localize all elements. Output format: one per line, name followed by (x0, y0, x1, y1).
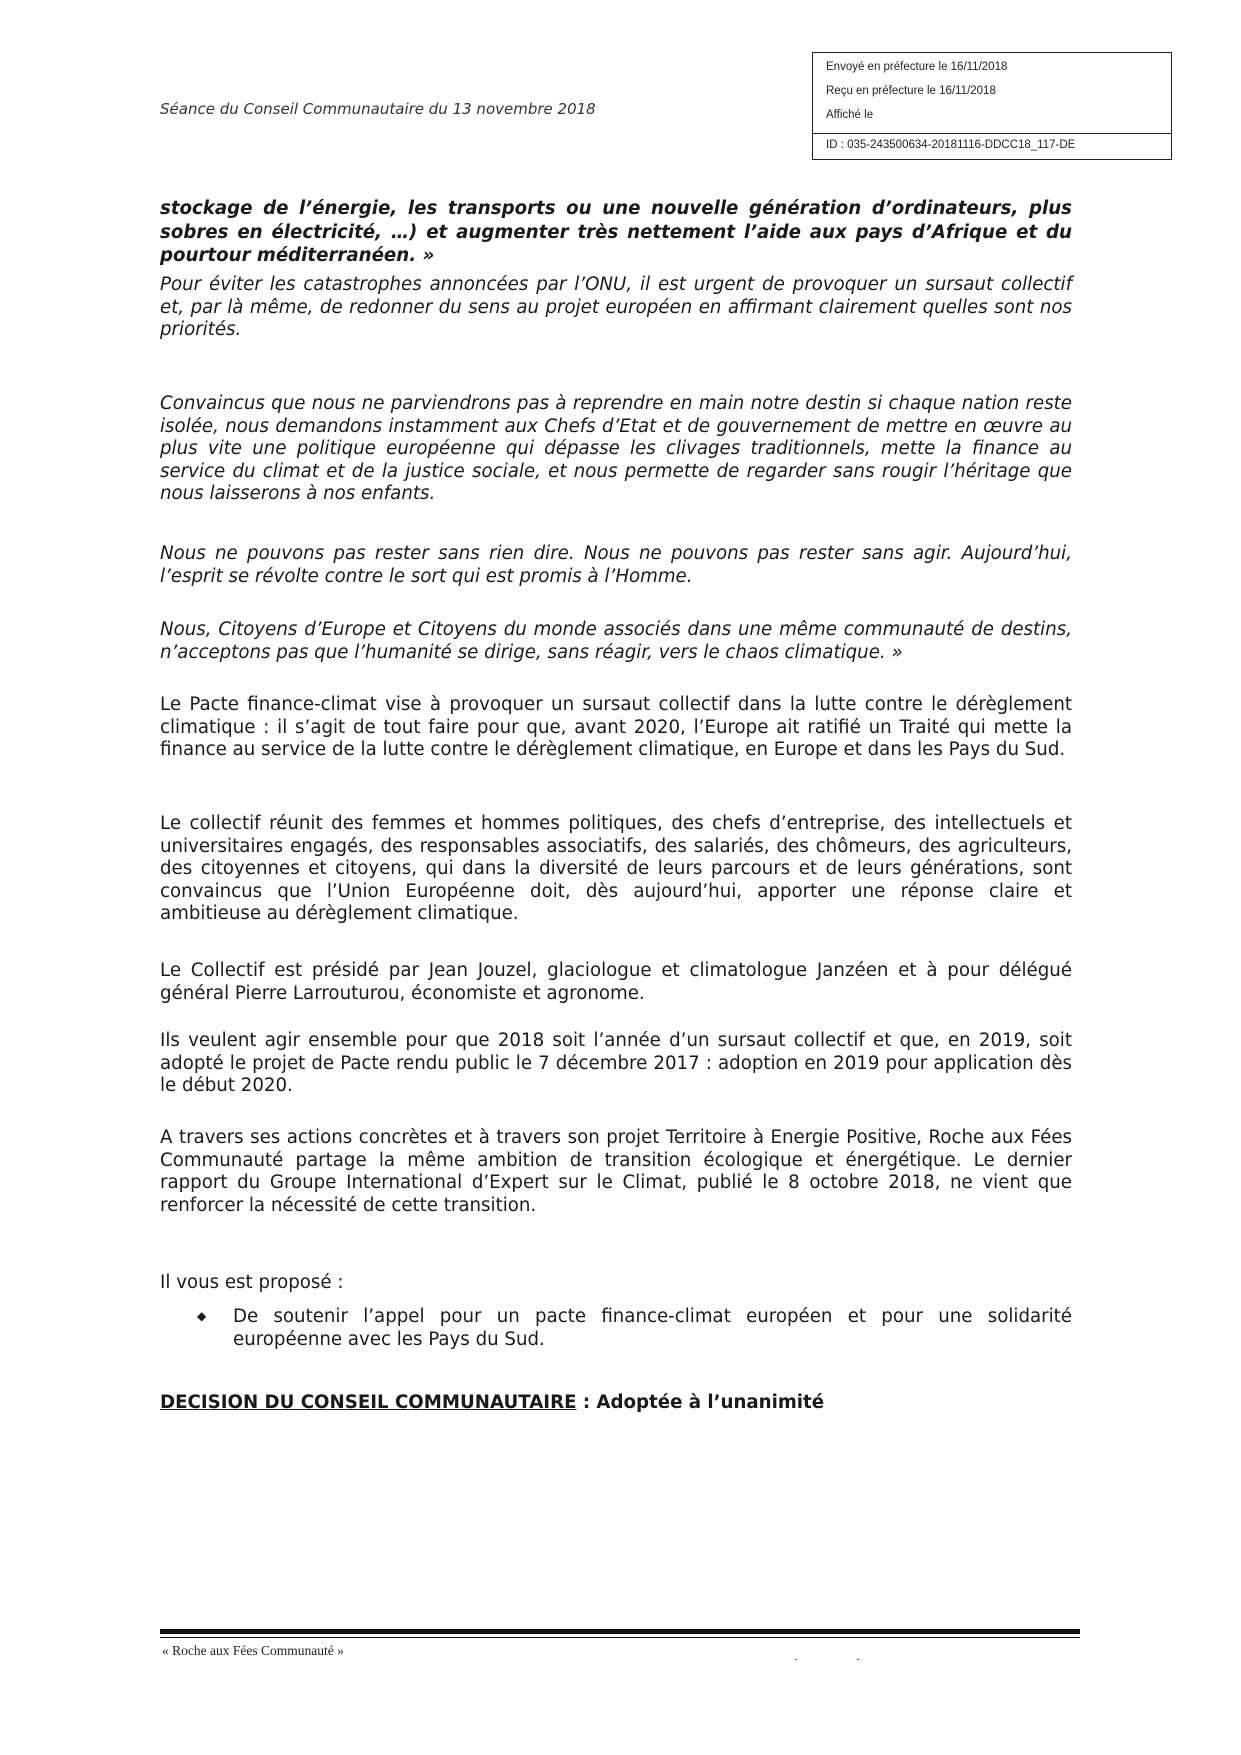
paragraph-8: Ils veulent agir ensemble pour que 2018 soit l’année d’un sursaut collectif et que, en 2019, soit adopté le projet de Pacte rendu public le 7 décembre 2017 : adoption en 2019 pour application dès le début 2020. (160, 1030, 1072, 1096)
decision-label: DECISION DU CONSEIL COMMUNAUTAIRE (160, 1392, 577, 1413)
proposal-text: De soutenir l’appel pour un pacte finance-climat européen et pour une solidarité européenne avec les Pays du Sud. (233, 1306, 1072, 1350)
scan-speck (795, 1659, 797, 1660)
stamp-id: ID : 035-243500634-20181116-DDCC18_117-DE (826, 139, 1076, 151)
paragraph-4: Nous, Citoyens d’Europe et Citoyens du monde associés dans une même communauté de destins, n’acceptons pas que l’humanité se dirige, sans réagir, vers le chaos climatique. » (160, 619, 1072, 663)
proposal-list-item (197, 1306, 1072, 1351)
stamp-divider (813, 133, 1171, 134)
paragraph-7: Le Collectif est présidé par Jean Jouzel, glaciologue et climatologue Janzéen et à pour délégué général Pierre Larrouturou, économiste et agronome. (160, 960, 1072, 1004)
paragraph-9: A travers ses actions concrètes et à travers son projet Territoire à Energie Positive, Roche aux Fées Communauté partage la même ambition de transition écologique et énergétique. Le dernier rapport du Groupe International d’Expert sur le Climat, publié le 8 octobre 2018, ne vient que renforcer la nécessité de cette transition. (160, 1127, 1072, 1216)
quote-end: stockage de l’énergie, les transports ou une nouvelle génération d’ordinateurs, plus sobres en électricité, …) et augmenter très nettement l’aide aux pays d’Afrique et du pourtour méditerranéen. » (160, 198, 1072, 266)
paragraph-3: Nous ne pouvons pas rester sans rien dire. Nous ne pouvons pas rester sans agir. Aujourd’hui, l’esprit se révolte contre le sort qui est promis à l’Homme. (160, 543, 1072, 587)
paragraph-1: Pour éviter les catastrophes annoncées par l’ONU, il est urgent de provoquer un sursaut collectif et, par là même, de redonner du sens au projet européen en affirmant clairement quelles sont nos priorités. (160, 274, 1072, 340)
footer-rule-thick (160, 1629, 1080, 1634)
paragraph-6: Le collectif réunit des femmes et hommes politiques, des chefs d’entreprise, des intellectuels et universitaires engagés, des responsables associatifs, des salariés, des chômeurs, des agriculteurs, des citoyennes et citoyens, qui dans la diversité de leurs parcours et de leurs générations, sont convaincus que l’Union Européenne doit, dès aujourd’hui, apporter une réponse claire et ambitieuse au dérèglement climatique. (160, 813, 1072, 924)
paragraph-2: Convaincus que nous ne parviendrons pas à reprendre en main notre destin si chaque nation reste isolée, nous demandons instamment aux Chefs d’Etat et de gouvernement de mettre en œuvre au plus vite une politique européenne qui dépasse les clivages traditionnels, mette la finance au service du climat et de la justice sociale, et nous permette de regarder sans rougir l’héritage que nous laisserons à nos enfants. (160, 393, 1072, 504)
footer-organization: « Roche aux Fées Communauté » (162, 1643, 344, 1658)
prefecture-stamp (812, 52, 1172, 160)
footer-rule-thin (160, 1637, 1080, 1638)
stamp-received: Reçu en préfecture le 16/11/2018 (826, 85, 996, 97)
session-header: Séance du Conseil Communautaire du 13 novembre 2018 (160, 100, 596, 118)
diamond-bullet-icon: ◆ (197, 1309, 207, 1323)
scan-speck (857, 1659, 859, 1660)
paragraph-5: Le Pacte finance-climat vise à provoquer un sursaut collectif dans la lutte contre le dérèglement climatique : il s’agit de tout faire pour que, avant 2020, l’Europe ait ratifié un Traité qui mette la finance au service de la lutte contre le dérèglement climatique, en Europe et dans les Pays du Sud. (160, 694, 1072, 760)
proposal-intro: Il vous est proposé : (160, 1272, 344, 1293)
decision-result: : Adoptée à l’unanimité (576, 1392, 825, 1413)
stamp-sent: Envoyé en préfecture le 16/11/2018 (826, 61, 1008, 73)
stamp-posted: Affiché le (826, 109, 874, 121)
council-decision (160, 1392, 824, 1413)
